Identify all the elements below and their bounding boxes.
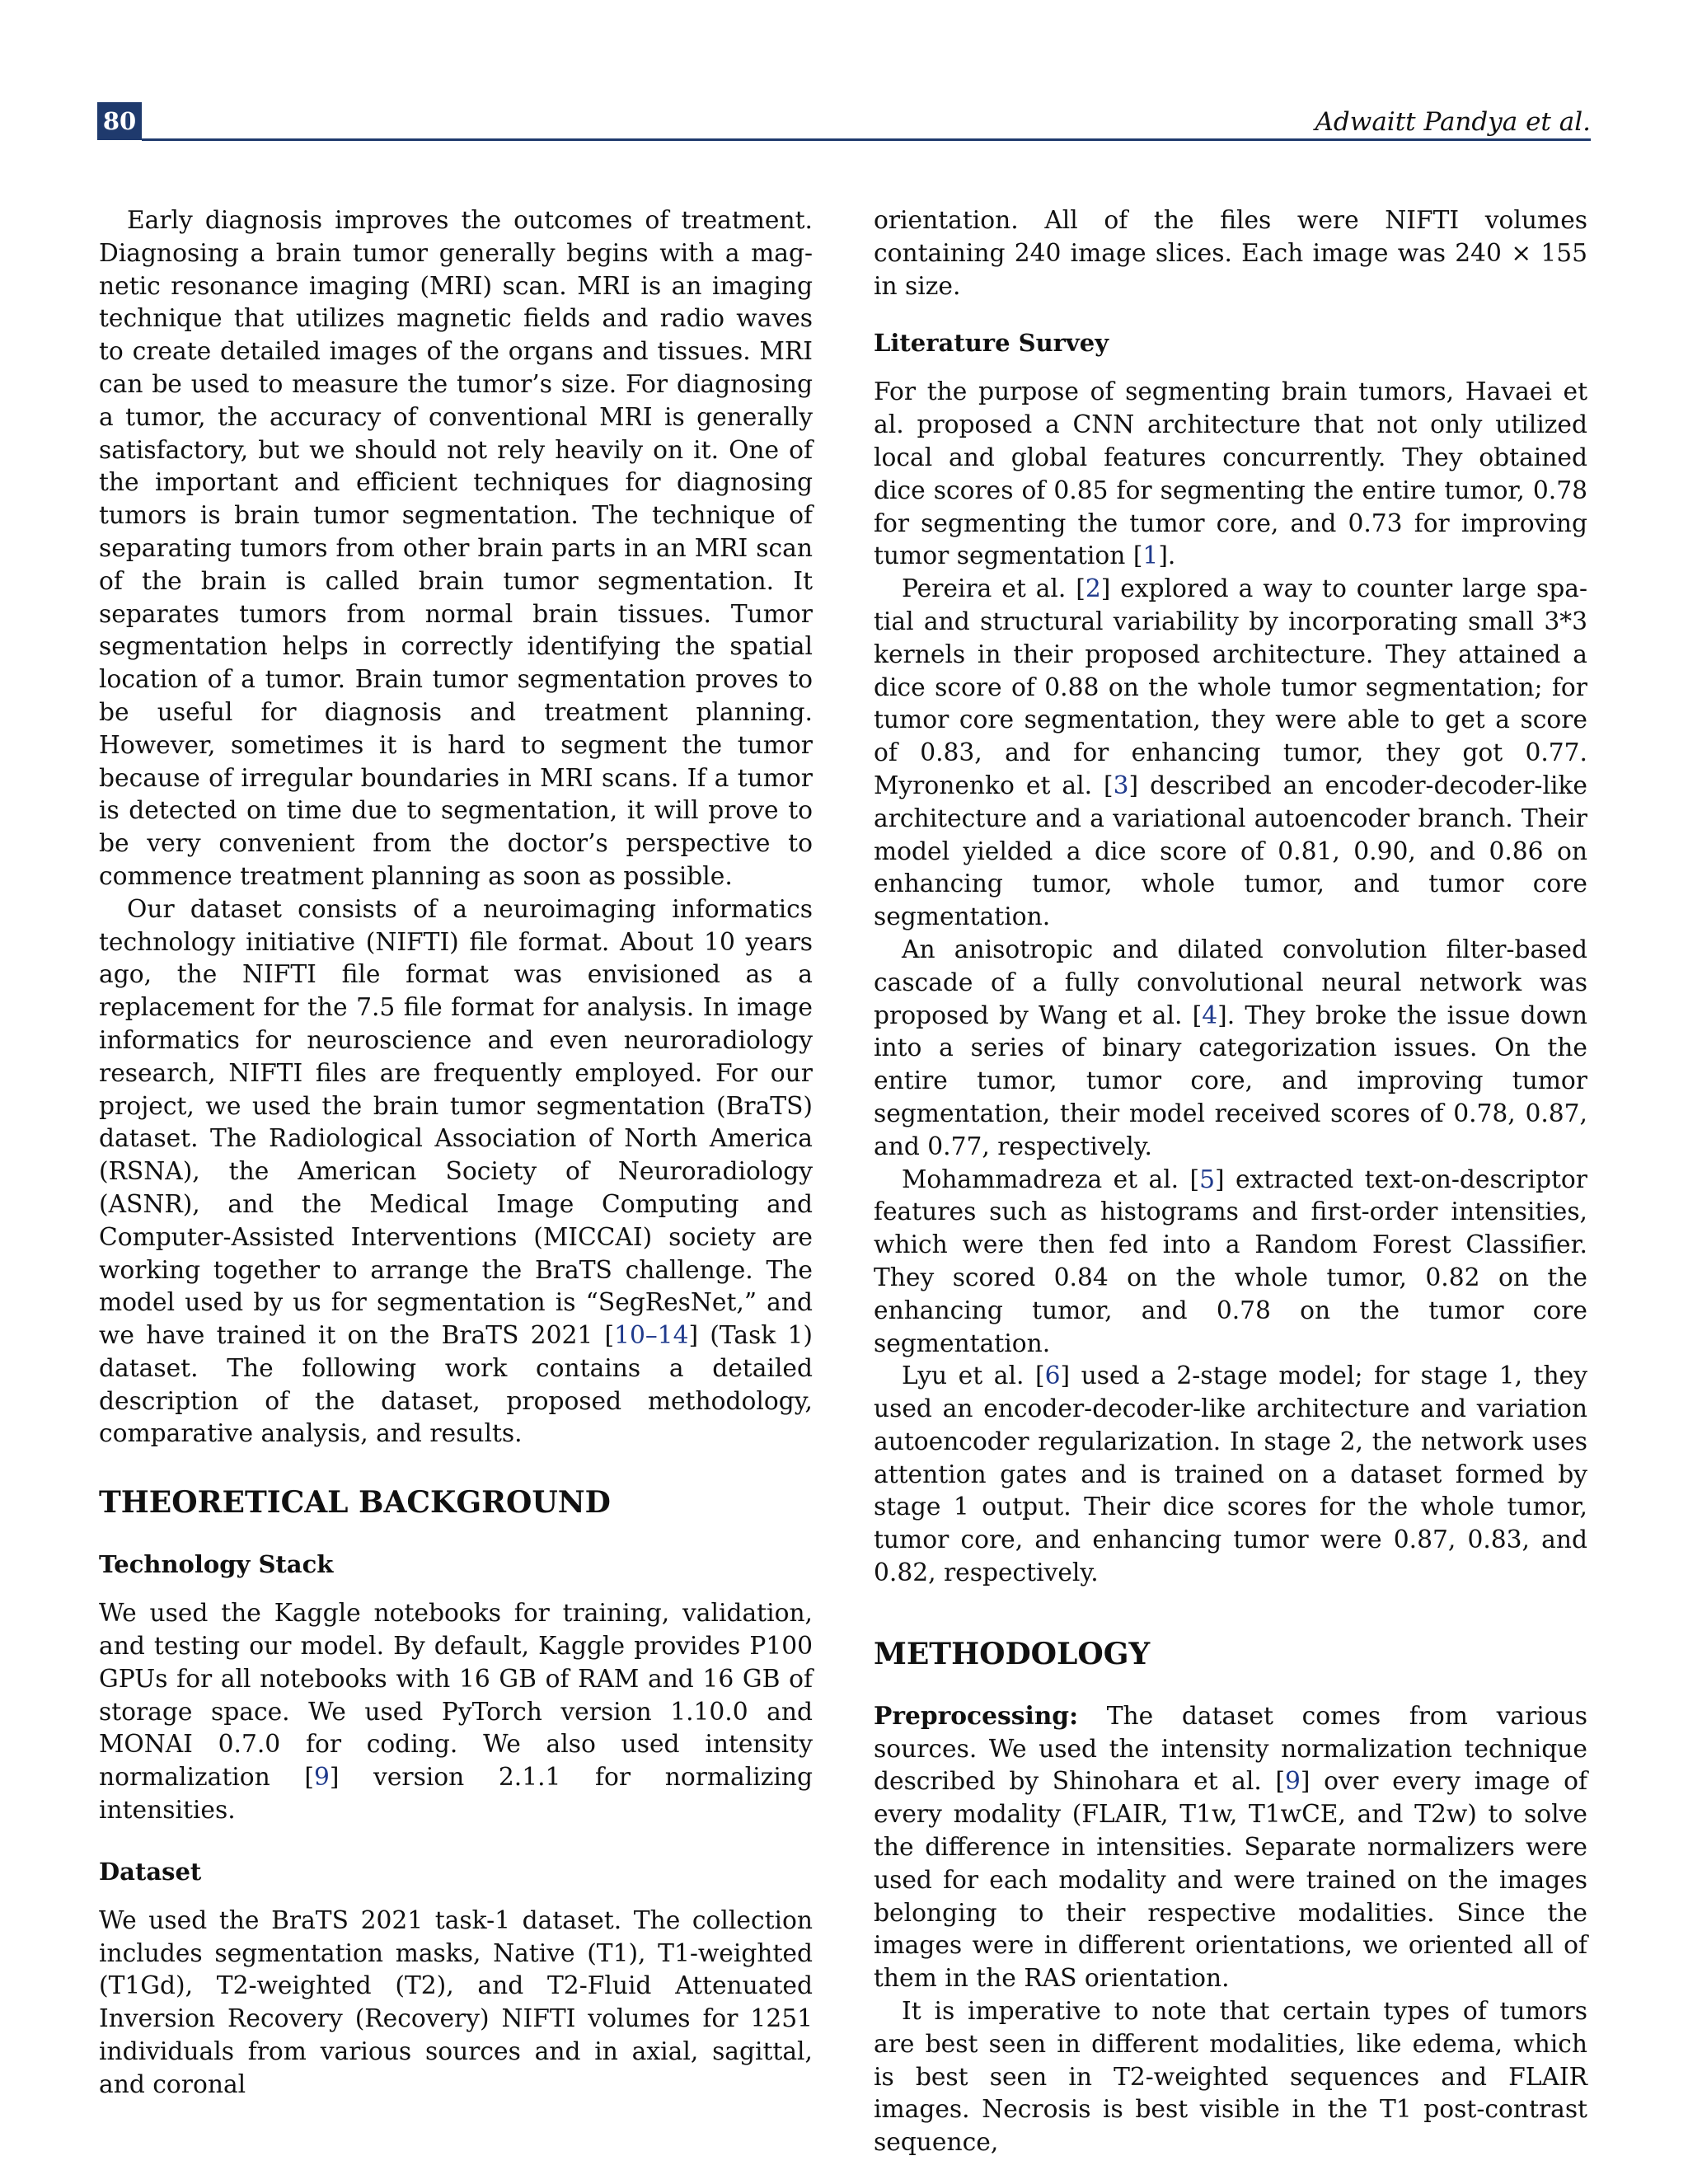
literature-paragraph-4	[874, 1164, 1587, 1361]
running-head: Adwaitt Pandya et al.	[1315, 107, 1591, 137]
preprocessing-label: Preprocessing:	[874, 1701, 1079, 1731]
text: ] described an encoder-decoder-like architecture and a variational autoencoder branch. Their model yielded a dice score of 0.81, 0.90, and 0.86 on enhancing tumor, whole tumor, and tumor core segmentation.	[874, 771, 1587, 932]
text: ] (Task 1) dataset. The following work contains a detailed description of the dataset, proposed methodology, comparative analysis, and results.	[99, 1321, 813, 1449]
intro-paragraph-2	[99, 893, 813, 1451]
text: Lyu et al. [	[902, 1361, 1045, 1391]
section-heading-methodology: METHODOLOGY	[874, 1636, 1151, 1671]
literature-paragraph-3	[874, 934, 1587, 1164]
page-number: 80	[97, 102, 142, 140]
citation-link[interactable]: 9	[313, 1763, 330, 1793]
citation-link[interactable]: 3	[1113, 771, 1129, 800]
subsection-heading-technology-stack: Technology Stack	[99, 1550, 334, 1579]
citation-link[interactable]: 1	[1142, 541, 1159, 571]
page-header	[97, 102, 1591, 143]
literature-paragraph-2	[874, 573, 1587, 934]
intro-paragraph-1: Early diagnosis improves the outcomes of treatment. Diagnosing a brain tumor generally begins with a magnetic resonance imaging (MRI) scan. MRI is an imaging technique that utilizes magnetic fields and radio waves to create detailed images of the organs and tissues. MRI can be used to measure the tumor’s size. For diagnosing a tumor, the accuracy of conventional MRI is generally satisfactory, but we should not rely heavily on it. One of the important and efficient techniques for diagnosing tumors is brain tumor segmentation. The technique of separating tumors from other brain parts in an MRI scan of the brain is called brain tumor segmentation. It separates tumors from normal brain tissues. Tumor segmentation helps in correctly identifying the spatial location of a tumor. Brain tumor segmentation proves to be useful for diagnosis and treatment planning. However, sometimes it is hard to segment the tumor because of irregular boundaries in MRI scans. If a tumor is detected on time due to segmentation, it will prove to be very convenient from the doctor’s perspective to commence treatment planning as soon as possible.	[99, 206, 813, 891]
citation-link[interactable]: 10–14	[614, 1321, 689, 1351]
dataset-paragraph: We used the BraTS 2021 task-1 dataset. The collection includes segmentation masks, Native (T1), T1-weighted (T1Gd), T2-weighted (T2), and T2-Fluid Attenuated Inversion Recovery (Recovery) NIFTI volumes for 1251 individuals from various sources and in axial, sagittal, and coronal	[99, 1905, 813, 2099]
dataset-paragraph-continued: orientation. All of the files were NIFTI volumes containing 240 image slices. Each image was 240 × 155 in size.	[874, 206, 1587, 301]
text: ] over every image of every modality (FLAIR, T1w, T1wCE, and T2w) to solve the difference in intensities. Separate normalizers were used for each modality and were trained on the images belonging to their respective modalities. Since the images were in different orientations, we oriented all of them in the RAS orientation.	[874, 1767, 1587, 1994]
modality-paragraph: It is imperative to note that certain types of tumors are best seen in different modalities, like edema, which is best seen in T2-weighted sequences and FLAIR images. Necrosis is best visible in the T1 post-contrast sequence,	[874, 1997, 1587, 2158]
text: ].	[1158, 541, 1176, 571]
subsection-heading-dataset: Dataset	[99, 1857, 202, 1886]
text: ]. They broke the issue down into a series of binary categorization issues. On the entire tumor, tumor core, and improving tumor segmentation, their model received scores of 0.78, 0.87, and 0.77, respectively.	[874, 1001, 1588, 1161]
text: An anisotropic and dilated convolution filter-based cascade of a fully convolutional neural network was proposed by Wang et al. [	[874, 935, 1587, 1030]
citation-link[interactable]: 6	[1044, 1361, 1061, 1391]
literature-paragraph-5	[874, 1360, 1587, 1590]
text: We used the Kaggle notebooks for training, validation, and testing our model. By default, Kaggle provides P100 GPUs for all notebooks with 16 GB of RAM and 16 GB of storage space. We used PyTorch version 1.10.0 and MONAI 0.7.0 for coding. We also used intensity normalization [	[99, 1599, 813, 1793]
citation-link[interactable]: 4	[1202, 1001, 1218, 1030]
text: ] used a 2-stage model; for stage 1, they used an encoder-decoder-like architecture and variation autoencoder regularization. In stage 2, the network uses attention gates and is trained on a dataset formed by stage 1 output. Their dice scores for the whole tumor, tumor core, and enhancing tumor were 0.87, 0.83, and 0.82, respectively.	[874, 1361, 1587, 1588]
literature-paragraph-1	[874, 376, 1587, 573]
text: Pereira et al. [	[902, 574, 1085, 604]
text: Mohammadreza et al. [	[902, 1165, 1200, 1194]
section-heading-theoretical-background: THEORETICAL BACKGROUND	[99, 1485, 611, 1521]
text: ] extracted text-on-descriptor features such as histograms and first-order intensities, which were then fed into a Random Forest Classifier. They scored 0.84 on the whole tumor, 0.82 on the enhancing tumor, and 0.78 on the tumor core segmentation.	[874, 1165, 1587, 1358]
technology-stack-paragraph	[99, 1597, 813, 1827]
left-column	[99, 204, 813, 2102]
text: For the purpose of segmenting brain tumors, Havaei et al. proposed a CNN architecture that not only utilized local and global features concurrently. They obtained dice scores of 0.85 for segmenting the entire tumor, 0.78 for segmenting the tumor core, and 0.73 for improving tumor segmentation [	[874, 377, 1587, 571]
text: ] explored a way to counter large spatial and structural variability by incorporating small 3*3 kernels in their proposed architecture. They attained a dice score of 0.88 on the whole tumor segmentation; for tumor core segmentation, they were able to get a score of 0.83, and for enhancing tumor, they got 0.77. Myronenko et al. [	[874, 574, 1587, 800]
right-column	[874, 204, 1587, 2159]
text: Our dataset consists of a neuroimaging informatics technology initiative (NIFTI) file format. About 10 years ago, the NIFTI file format was envisioned as a replacement for the 7.5 file format for analysis. In image informatics for neuroscience and even neuroradiology research, NIFTI files are frequently employed. For our project, we used the brain tumor segmentation (BraTS) dataset. The Radiological Association of North America (RSNA), the American Society of Neuroradiology (ASNR), and the Medical Image Computing and Computer-Assisted Interventions (MICCAI) society are working together to arrange the BraTS challenge. The model used by us for segmentation is “SegResNet,” and we have trained it on the BraTS 2021 [	[99, 894, 813, 1351]
text: ] version 2.1.1 for normalizing intensities.	[99, 1763, 813, 1825]
citation-link[interactable]: 2	[1085, 574, 1101, 604]
subsection-heading-literature-survey: Literature Survey	[874, 329, 1109, 358]
preprocessing-paragraph	[874, 1700, 1587, 1995]
header-rule	[142, 138, 1591, 141]
citation-link[interactable]: 9	[1284, 1767, 1301, 1797]
citation-link[interactable]: 5	[1199, 1165, 1215, 1194]
text: The dataset comes from various sources. We used the intensity normalization technique described by Shinohara et al. [	[874, 1701, 1587, 1797]
